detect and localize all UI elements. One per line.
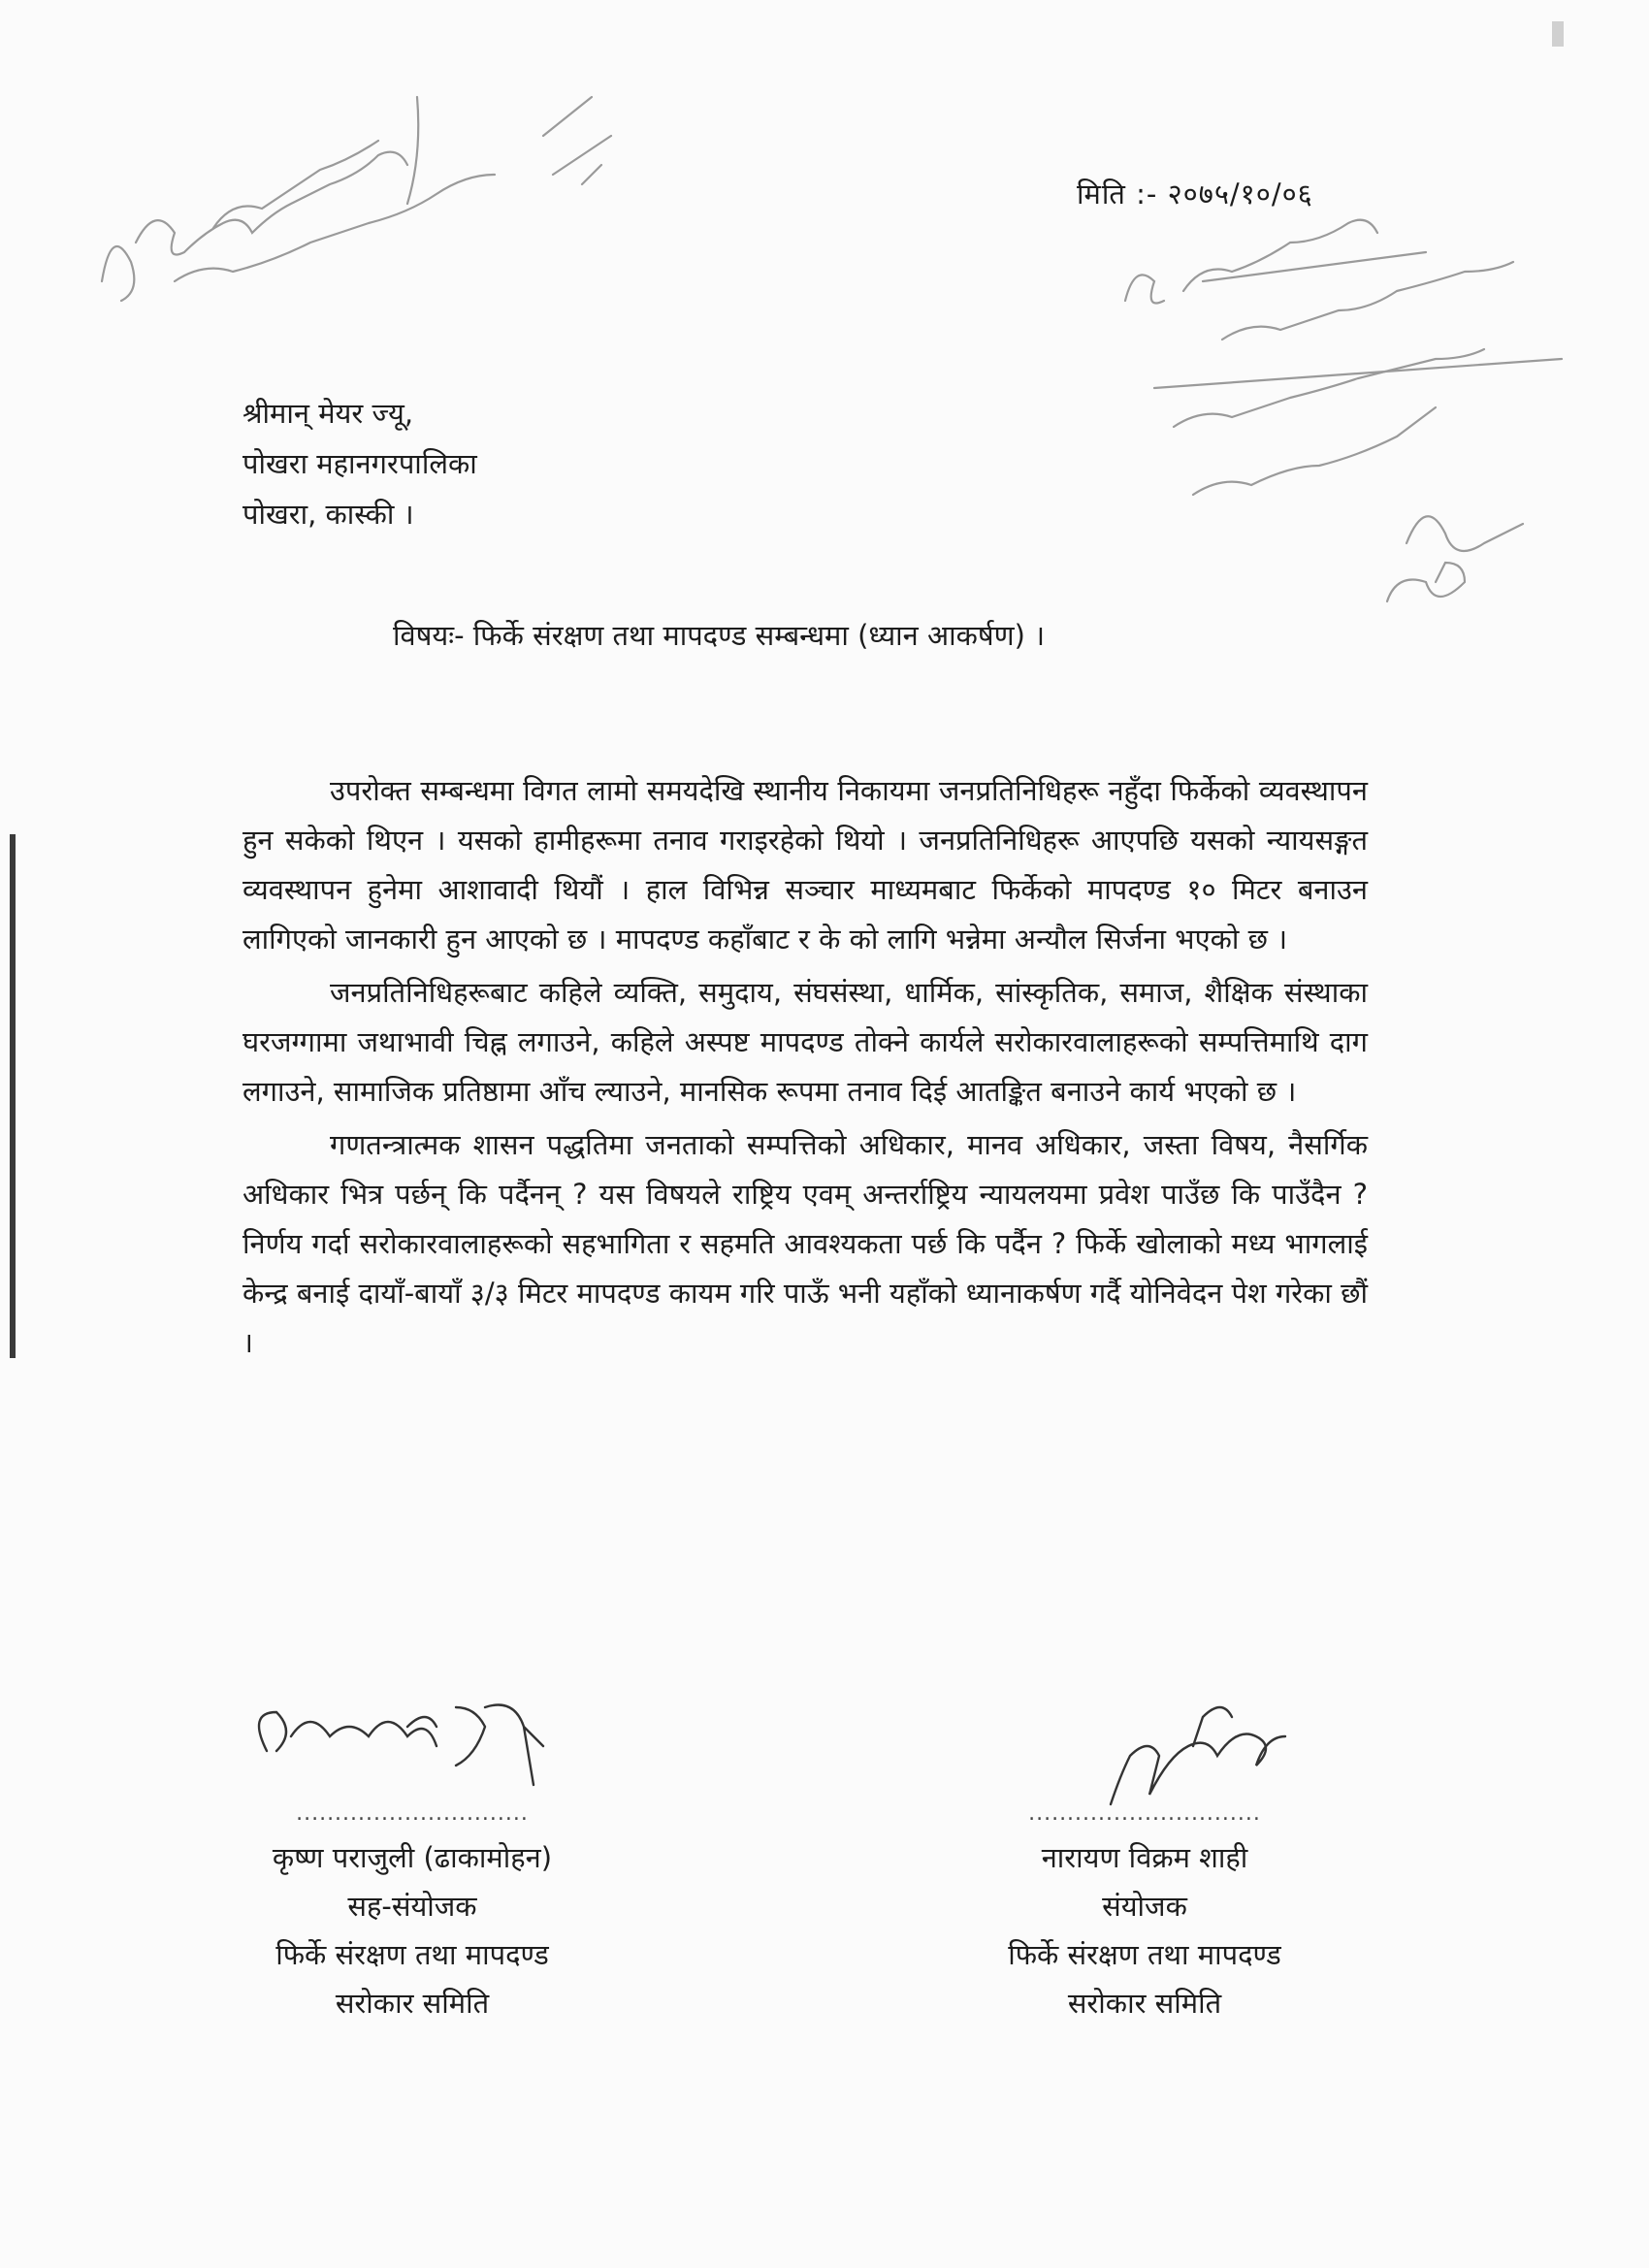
signatory-left-committee-1: फिर्के संरक्षण तथा मापदण्ड [275,1938,549,1971]
letter-body [242,766,1368,1372]
handwritten-note-right [1125,220,1562,601]
addressee-line-1: श्रीमान् मेयर ज्यू, [242,397,414,430]
letter-date [1077,175,1313,212]
signatory-right-committee-1: फिर्के संरक्षण तथा मापदण्ड [1008,1938,1281,1971]
addressee-block [242,388,477,539]
date-label: मिति :- [1077,178,1158,211]
signature-line-right: .............................. [1028,1801,1261,1826]
signatory-right-role: संयोजक [1102,1890,1187,1923]
signatory-left-name: कृष्ण पराजुली (ढाकामोहन) [272,1841,553,1874]
signatory-right-committee-2: सरोकार समिति [1067,1987,1222,2020]
letter-subject: विषयः- फिर्के संरक्षण तथा मापदण्ड सम्बन्धमा (ध्यान आकर्षण) । [393,619,1046,652]
addressee-line-2: पोखरा महानगरपालिका [242,447,477,480]
signatory-left-role: सह-संयोजक [347,1890,477,1923]
signatory-left-committee-2: सरोकार समिति [335,1987,490,2020]
signature-right [1111,1707,1285,1804]
signatory-right-name: नारायण विक्रम शाही [1041,1841,1248,1874]
signature-block-right [951,1795,1339,2027]
scan-edge-mark [10,834,16,1358]
date-value: २०७५/१०/०६ [1167,178,1313,211]
body-paragraph-3: गणतन्त्रात्मक शासन पद्धतिमा जनताको सम्पत्तिको अधिकार, मानव अधिकार, जस्ता विषय, नैसर्गिक अधिकार भित्र पर्छन् कि पर्दैनन् ? यस विषयले राष्ट्रिय एवम् अन्तर्राष्ट्रिय न्यायलयमा प्रवेश पाउँछ कि पाउँदैन ? निर्णय गर्दा सरोकारवालाहरूको सहभागिता र सहमति आवश्यकता पर्छ कि पर्दैन ? फिर्के खोलाको मध्य भागलाई केन्द्र बनाई दायाँ-बायाँ ३/३ मिटर मापदण्ड कायम गरि पाऊँ भनी यहाँको ध्यानाकर्षण गर्दै योनिवेदन पेश गरेका छौं । [242,1128,1368,1359]
signature-line-left: .............................. [296,1801,529,1826]
signature-block-left [223,1795,601,2027]
body-paragraph-1: उपरोक्त सम्बन्धमा विगत लामो समयदेखि स्थानीय निकायमा जनप्रतिनिधिहरू नहुँदा फिर्केको व्यवस्थापन हुन सकेको थिएन । यसको हामीहरूमा तनाव गराइरहेको थियो । जनप्रतिनिधिहरू आएपछि यसको न्यायसङ्गत व्यवस्थापन हुनेमा आशावादी थियौं । हाल विभिन्न सञ्चार माध्यमबाट फिर्केको मापदण्ड १० मिटर बनाउन लागिएको जानकारी हुन आएको छ । मापदण्ड कहाँबाट र के को लागि भन्नेमा अन्यौल सिर्जना भएको छ । [242,774,1368,956]
addressee-line-3: पोखरा, कास्की । [242,498,414,531]
handwritten-note-top-left [102,97,611,301]
body-paragraph-2: जनप्रतिनिधिहरूबाट कहिले व्यक्ति, समुदाय, संघसंस्था, धार्मिक, सांस्कृतिक, समाज, शैक्षिक संस्थाका घरजग्गामा जथाभावी चिह्न लगाउने, कहिले अस्पष्ट मापदण्ड तोक्ने कार्यले सरोकारवालाहरूको सम्पत्तिमाथि दाग लगाउने, सामाजिक प्रतिष्ठामा आँच ल्याउने, मानसिक रूपमा तनाव दिई आतङ्कित बनाउने कार्य भएको छ । [242,976,1368,1108]
signature-left [259,1705,543,1786]
